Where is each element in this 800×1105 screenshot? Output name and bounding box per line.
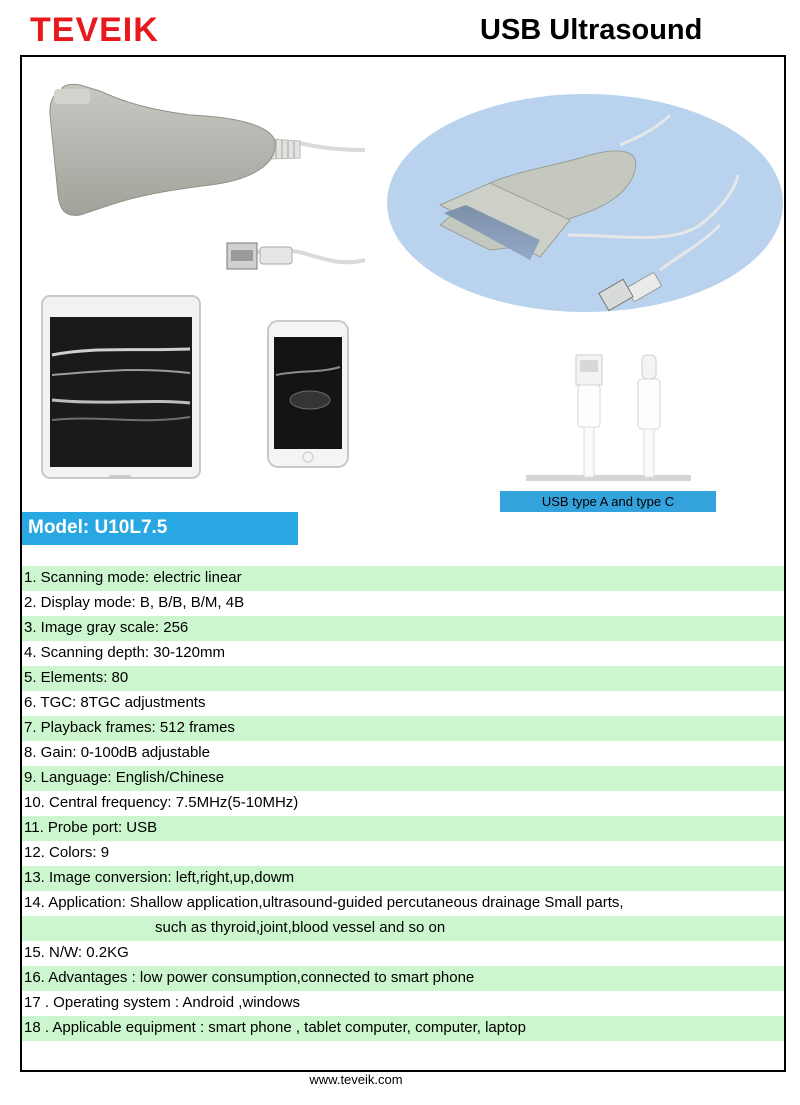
spec-row: 8. Gain: 0-100dB adjustable bbox=[24, 744, 210, 761]
spec-row-continuation: such as thyroid,joint,blood vessel and so on bbox=[22, 916, 784, 941]
usb-caption: USB type A and type C bbox=[500, 491, 716, 512]
spec-row: 1. Scanning mode: electric linear bbox=[22, 566, 784, 591]
spec-list bbox=[22, 566, 784, 1041]
phone-image bbox=[268, 321, 348, 467]
spec-row: 2. Display mode: B, B/B, B/M, 4B bbox=[24, 594, 245, 611]
spec-row: 9. Language: English/Chinese bbox=[22, 766, 784, 791]
spec-row: 7. Playback frames: 512 frames bbox=[22, 716, 784, 741]
usb-cables-image bbox=[526, 355, 691, 481]
footer-url: www.teveik.com bbox=[309, 1072, 403, 1087]
spec-row: 12. Colors: 9 bbox=[24, 844, 110, 861]
spec-row: 13. Image conversion: left,right,up,dowm bbox=[22, 866, 784, 891]
spec-row: 16. Advantages : low power consumption,connected to smart phone bbox=[22, 966, 784, 991]
tablet-image bbox=[42, 296, 200, 479]
spec-row: 15. N/W: 0.2KG bbox=[24, 944, 129, 961]
model-heading: Model: U10L7.5 bbox=[22, 512, 298, 545]
spec-row: 4. Scanning depth: 30-120mm bbox=[24, 644, 225, 661]
spec-row: 6. TGC: 8TGC adjustments bbox=[24, 694, 206, 711]
page-title: USB Ultrasound bbox=[480, 14, 703, 46]
spec-row: 5. Elements: 80 bbox=[22, 666, 784, 691]
spec-row: 11. Probe port: USB bbox=[22, 816, 784, 841]
brand-logo: TEVEIK bbox=[30, 11, 159, 49]
product-photos bbox=[20, 55, 784, 495]
spec-row: 3. Image gray scale: 256 bbox=[22, 616, 784, 641]
spec-row: 18 . Applicable equipment : smart phone , tablet computer, computer, laptop bbox=[22, 1016, 784, 1041]
spec-row: 17 . Operating system : Android ,windows bbox=[24, 994, 300, 1011]
probe-image bbox=[50, 84, 365, 269]
probe-blue-background-image bbox=[387, 94, 783, 312]
spec-row: 10. Central frequency: 7.5MHz(5-10MHz) bbox=[24, 794, 299, 811]
spec-row: 14. Application: Shallow application,ultrasound-guided percutaneous drainage Small parts, bbox=[24, 894, 624, 911]
